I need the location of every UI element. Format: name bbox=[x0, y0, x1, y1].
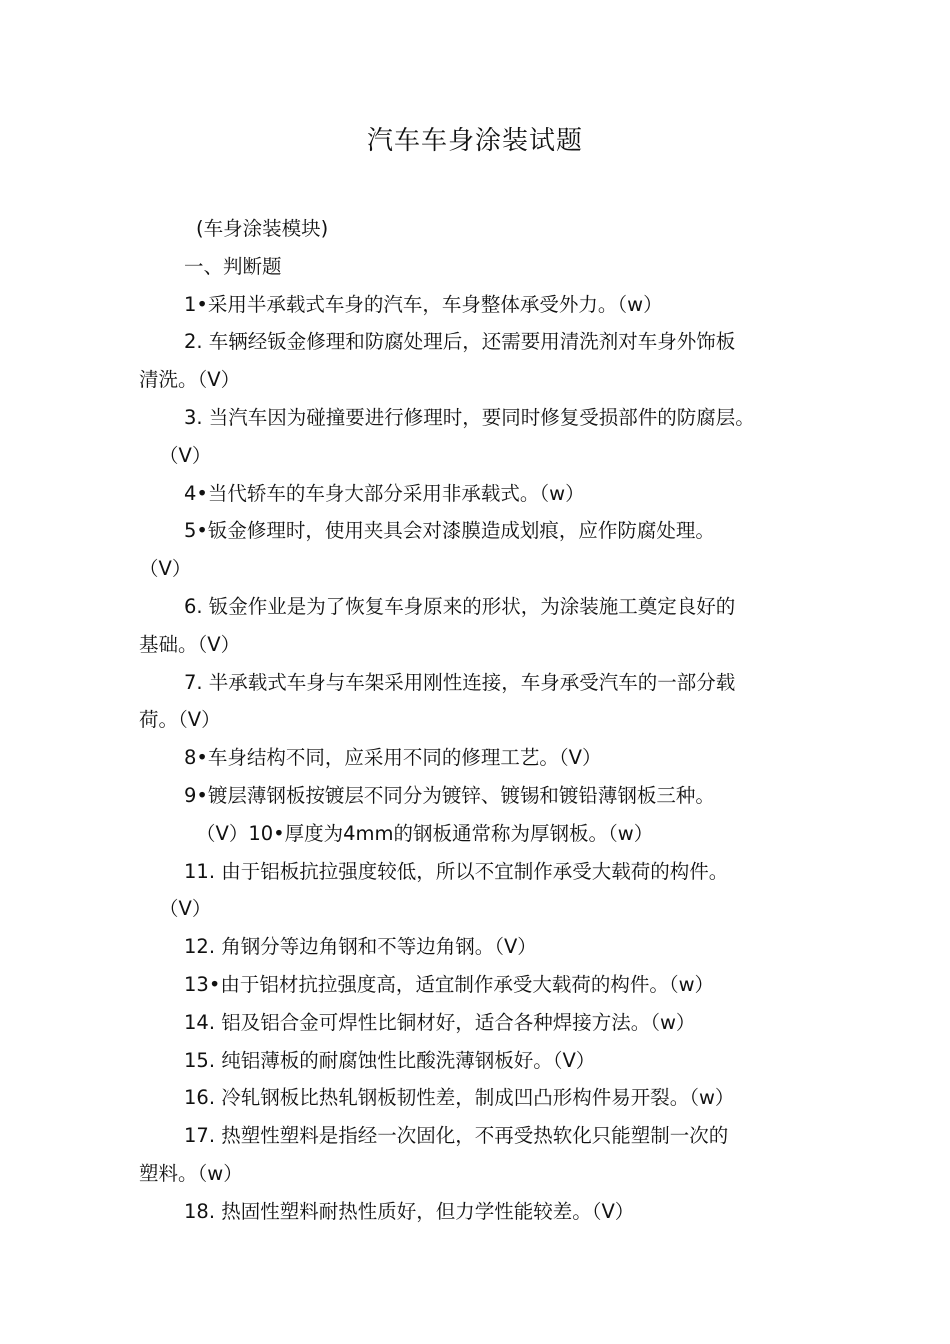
text-line: 6. 钣金作业是为了恢复车身原来的形状，为涂装施工奠定良好的 bbox=[184, 594, 736, 618]
text-line: 3. 当汽车因为碰撞要进行修理时，要同时修复受损部件的防腐层。 bbox=[184, 405, 755, 429]
text-line: (车身涂装模块) bbox=[196, 217, 329, 240]
text-line: 11. 由于铝板抗拉强度较低，所以不宜制作承受大载荷的构件。 bbox=[184, 859, 729, 883]
text-line: 16. 冷轧钢板比热轧钢板韧性差，制成凹凸形构件易开裂。（w） bbox=[184, 1086, 735, 1110]
document-title: 汽车车身涂装试题 bbox=[366, 126, 583, 156]
text-line: 4•当代轿车的车身大部分采用非承载式。（w） bbox=[184, 481, 585, 505]
text-line: 1•采用半承载式车身的汽车，车身整体承受外力。（w） bbox=[184, 292, 663, 316]
text-line: 5•钣金修理时，使用夹具会对漆膜造成划痕，应作防腐处理。 bbox=[184, 519, 715, 543]
text-line: 13•由于铝材抗拉强度高，适宜制作承受大载荷的构件。（w） bbox=[184, 972, 715, 996]
text-line: 14. 铝及铝合金可焊性比铜材好，适合各种焊接方法。（w） bbox=[184, 1010, 696, 1034]
text-line: 一、判断题 bbox=[184, 254, 282, 278]
text-line: 9•镀层薄钢板按镀层不同分为镀锌、镀锡和镀铅薄钢板三种。 bbox=[184, 783, 715, 807]
text-line: （V） bbox=[139, 557, 192, 581]
text-line: （V） bbox=[159, 443, 212, 467]
text-line: 7. 半承载式车身与车架采用刚性连接，车身承受汽车的一部分载 bbox=[184, 670, 736, 694]
document-body bbox=[139, 210, 819, 1231]
text-line: 18. 热固性塑料耐热性质好，但力学性能较差。（V） bbox=[184, 1199, 635, 1223]
text-line: （V）10•厚度为4mm的钢板通常称为厚钢板。（w） bbox=[196, 821, 654, 845]
text-line: 12. 角钢分等边角钢和不等边角钢。（V） bbox=[184, 935, 537, 959]
text-line: 8•车身结构不同，应采用不同的修理工艺。（V） bbox=[184, 746, 602, 770]
text-line: （V） bbox=[159, 897, 212, 921]
text-line: 荷。（V） bbox=[139, 708, 221, 732]
text-line: 塑料。（w） bbox=[139, 1161, 243, 1185]
text-line: 清洗。（V） bbox=[139, 368, 241, 392]
text-line: 17. 热塑性塑料是指经一次固化，不再受热软化只能塑制一次的 bbox=[184, 1124, 729, 1148]
text-line: 基础。（V） bbox=[139, 632, 241, 656]
text-line: 15. 纯铝薄板的耐腐蚀性比酸洗薄钢板好。（V） bbox=[184, 1048, 596, 1072]
text-line: 2. 车辆经钣金修理和防腐处理后，还需要用清洗剂对车身外饰板 bbox=[184, 330, 736, 354]
